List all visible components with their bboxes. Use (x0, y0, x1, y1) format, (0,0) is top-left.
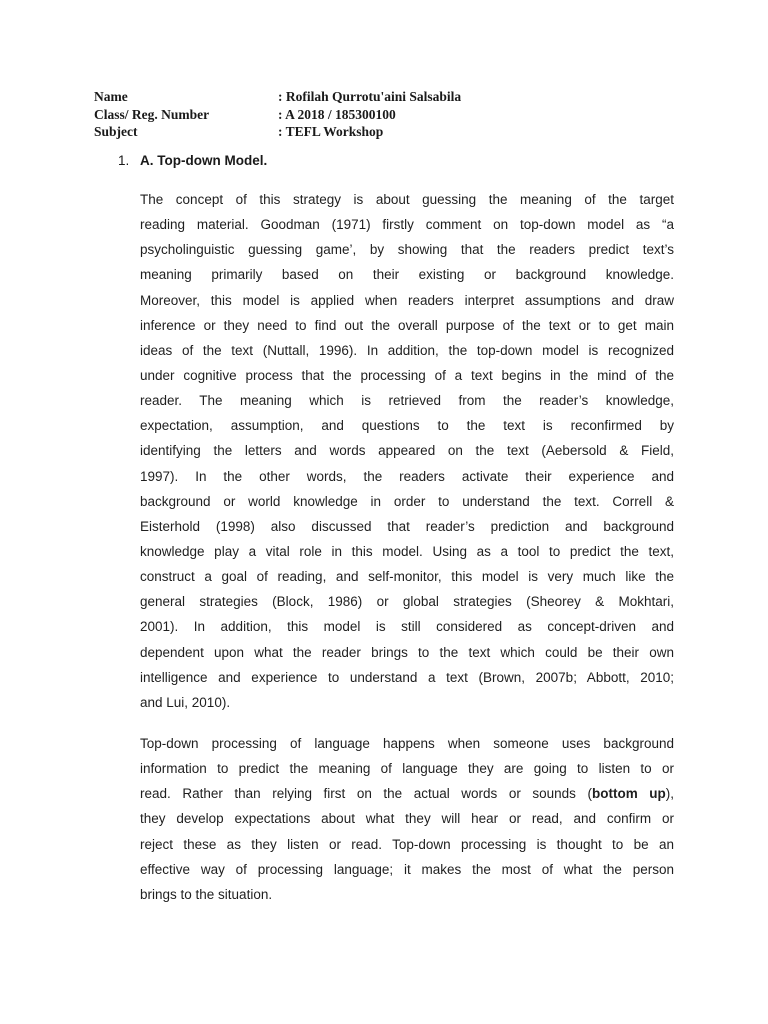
paragraph-line: ideas of the text (Nuttall, 1996). In addition, the top-down model is recognized (140, 342, 674, 358)
paragraph-line: reject these as they listen or read. Top-down processing is thought to be an (140, 836, 674, 852)
name-row (94, 88, 461, 106)
paragraph-line: Eisterhold (1998) also discussed that reader’s prediction and background (140, 518, 674, 534)
paragraph-line: 1997). In the other words, the readers activate their experience and (140, 468, 674, 484)
subject-label: Subject (94, 124, 138, 139)
class-label: Class/ Reg. Number (94, 106, 210, 122)
paragraph-line: psycholinguistic guessing game’, by showing that the readers predict text’s (140, 242, 674, 258)
name-label: Name (94, 89, 128, 104)
paragraph-top-down-concept (140, 187, 674, 715)
section-title: A. Top-down Model. (140, 153, 268, 168)
paragraph-line: information to predict the meaning of language they are going to listen to or (140, 761, 674, 777)
line-text-before: read. Rather than relying first on the actual words or sounds ( (140, 786, 592, 802)
paragraph-line: dependent upon what the reader brings to the text which could be their own (140, 644, 674, 660)
paragraph-line: identifying the letters and words appeared on the text (Aebersold & Field, (140, 443, 674, 459)
paragraph-top-down-processing (140, 731, 674, 907)
paragraph-line: 2001). In addition, this model is still considered as concept-driven and (140, 619, 674, 635)
paragraph-line: expectation, assumption, and questions to the text is reconfirmed by (140, 418, 674, 434)
subject-value: : TEFL Workshop (278, 124, 384, 139)
class-row (94, 106, 461, 124)
bottom-up-term: bottom up (591, 786, 666, 802)
paragraph-line: meaning primarily based on their existing or background knowledge. (140, 267, 674, 283)
paragraph-line: knowledge play a vital role in this model. Using as a tool to predict the text, (140, 543, 674, 559)
paragraph-line: inference or they need to find out the overall purpose of the text or to get main (140, 317, 674, 333)
paragraph-line: reading material. Goodman (1971) firstly comment on top-down model as “a (140, 217, 674, 233)
paragraph-line: effective way of processing language; it makes the most of what the person (140, 861, 674, 877)
paragraph-line: Moreover, this model is applied when readers interpret assumptions and draw (140, 292, 674, 308)
paragraph-line-with-bold (140, 781, 674, 806)
paragraph-line: under cognitive process that the processing of a text begins in the mind of the (140, 367, 674, 383)
paragraph-line: background or world knowledge in order to understand the text. Correll & (140, 493, 674, 509)
paragraph-line: and Lui, 2010). (140, 694, 231, 710)
line-text-after: ), (665, 786, 674, 802)
paragraph-line: brings to the situation. (140, 886, 273, 902)
paragraph-line: intelligence and experience to understand a text (Brown, 2007b; Abbott, 2010; (140, 669, 674, 685)
subject-row (94, 123, 461, 141)
paragraph-line: reader. The meaning which is retrieved from the reader’s knowledge, (140, 393, 674, 409)
paragraph-line: The concept of this strategy is about guessing the meaning of the target (140, 192, 674, 207)
section-number: 1. (118, 153, 130, 168)
paragraph-line: Top-down processing of language happens when someone uses background (140, 736, 674, 751)
paragraph-line: construct a goal of reading, and self-monitor, this model is very much like the (140, 569, 674, 585)
class-value: : A 2018 / 185300100 (278, 106, 396, 122)
section-heading (118, 152, 267, 170)
paragraph-line: they develop expectations about what they will hear or read, and confirm or (140, 811, 674, 827)
student-info-header (94, 88, 461, 141)
name-value: : Rofilah Qurrotu'aini Salsabila (278, 89, 462, 104)
paragraph-line: general strategies (Block, 1986) or global strategies (Sheorey & Mokhtari, (140, 594, 674, 610)
